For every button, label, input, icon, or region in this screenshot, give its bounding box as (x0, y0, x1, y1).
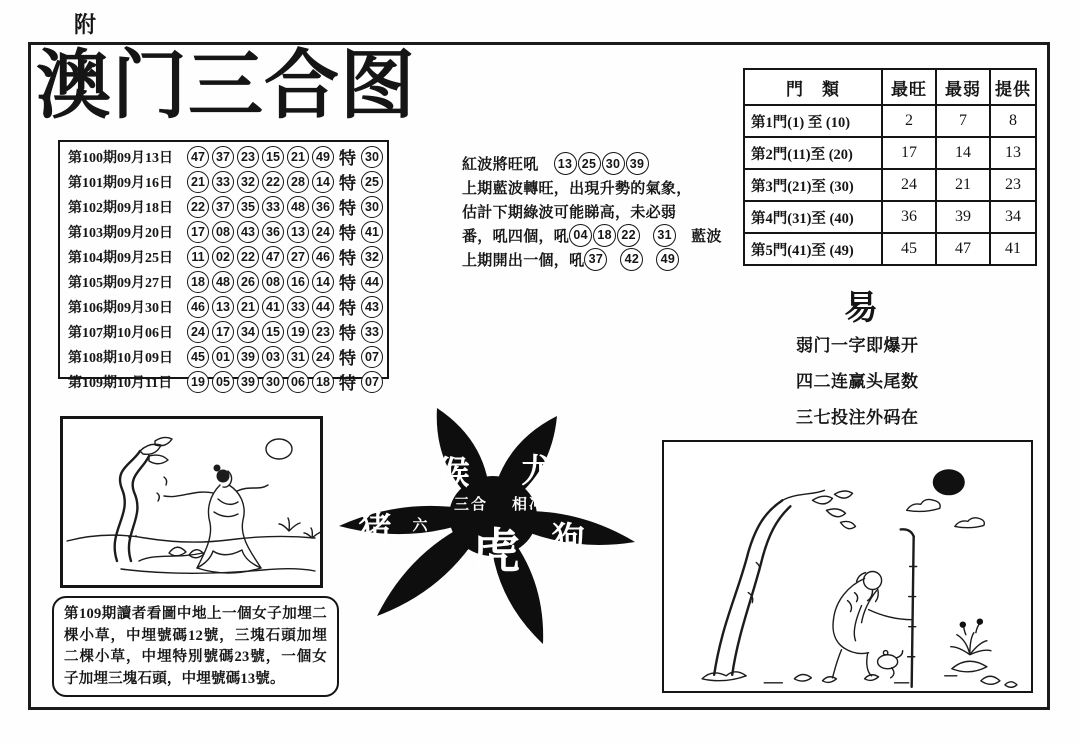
result-row (68, 244, 383, 269)
forecast-number-group (554, 152, 650, 175)
special-label: 特 (339, 199, 356, 218)
gate-value: 13 (990, 137, 1036, 169)
teapot (878, 651, 903, 678)
poem (786, 280, 936, 464)
result-number: 06 (287, 371, 309, 393)
forecast-line (462, 200, 740, 224)
forecast-number-group (584, 248, 608, 271)
result-number: 33 (212, 171, 234, 193)
result-number: 18 (187, 271, 209, 293)
forecast-number: 25 (578, 152, 601, 175)
gate-value: 47 (936, 233, 990, 265)
result-number: 18 (312, 371, 334, 393)
forecast-prefix: 番，吼四個，吼 (462, 228, 570, 245)
result-row (68, 144, 383, 169)
forecast-number: 22 (617, 224, 640, 247)
page-title: 澳门三合图 (36, 43, 417, 127)
result-number: 08 (212, 221, 234, 243)
result-number: 19 (187, 371, 209, 393)
result-period: 第108期10月09日 (68, 350, 173, 366)
tree (115, 437, 172, 561)
forecast-prefix: 上期藍波轉旺，出現升勢的氣象， (462, 181, 692, 198)
result-number: 14 (312, 171, 334, 193)
forecast-number: 04 (569, 224, 592, 247)
result-number: 24 (312, 346, 334, 368)
result-number: 23 (312, 321, 334, 343)
grass-tufts (279, 518, 320, 538)
gate-value: 8 (990, 105, 1036, 137)
poem-line: 三七投注外码在 (796, 408, 919, 427)
result-number: 35 (237, 196, 259, 218)
result-number: 17 (212, 321, 234, 343)
forecast-number-group (620, 248, 644, 271)
special-label: 特 (339, 299, 356, 318)
forecast-line (462, 176, 740, 200)
result-number: 37 (212, 196, 234, 218)
results-table (58, 140, 389, 393)
forecast-prefix: 紅波將旺吼 (462, 157, 539, 174)
result-number: 16 (287, 271, 309, 293)
result-number: 05 (212, 371, 234, 393)
result-number: 11 (187, 246, 209, 268)
label-sanhe: 三合 (453, 497, 489, 513)
result-number: 48 (212, 271, 234, 293)
special-number: 33 (361, 321, 383, 343)
special-label: 特 (339, 224, 356, 243)
result-number: 47 (187, 146, 209, 168)
special-label: 特 (339, 274, 356, 293)
gate-row (744, 137, 1036, 169)
moon-icon (266, 439, 292, 459)
result-number: 48 (287, 196, 309, 218)
zodiac-tiger-center: 虎 (471, 525, 521, 579)
gate-value: 21 (936, 169, 990, 201)
result-number: 27 (287, 246, 309, 268)
result-number: 46 (187, 296, 209, 318)
result-number: 23 (237, 146, 259, 168)
special-number: 43 (361, 296, 383, 318)
result-number: 19 (287, 321, 309, 343)
result-number: 36 (312, 196, 334, 218)
gate-value: 24 (882, 169, 936, 201)
gate-header: 最弱 (936, 69, 990, 105)
label-liuhe-2: 合 (412, 536, 430, 552)
result-number: 28 (287, 171, 309, 193)
gate-value: 23 (990, 169, 1036, 201)
result-number: 34 (237, 321, 259, 343)
gate-category: 第5門(41)至 (49) (744, 233, 882, 265)
result-period: 第107期10月06日 (68, 325, 173, 341)
caption-box (52, 596, 339, 697)
zodiac-flower-drawing (333, 402, 645, 658)
result-number: 03 (262, 346, 284, 368)
result-number: 24 (187, 321, 209, 343)
gate-header-row (744, 69, 1036, 105)
gate-category: 第3門(21)至 (30) (744, 169, 882, 201)
forecast-number-group (569, 224, 641, 247)
gate-value: 7 (936, 105, 990, 137)
gate-value: 36 (882, 201, 936, 233)
result-period: 第109期10月11日 (68, 375, 173, 391)
gate-row (744, 233, 1036, 265)
forecast-line (462, 223, 740, 247)
result-number: 14 (312, 271, 334, 293)
special-label: 特 (339, 324, 356, 343)
plant (951, 618, 991, 671)
special-label: 特 (339, 249, 356, 268)
result-number: 26 (237, 271, 259, 293)
result-row (68, 369, 383, 394)
result-period: 第103期09月20日 (68, 225, 173, 241)
special-number: 41 (361, 221, 383, 243)
staff (901, 529, 917, 687)
result-number: 08 (262, 271, 284, 293)
tree (702, 490, 855, 680)
sun-icon (933, 469, 965, 495)
special-number: 30 (361, 146, 383, 168)
oldman-illustration (662, 440, 1033, 693)
special-number: 07 (361, 371, 383, 393)
result-number: 15 (262, 321, 284, 343)
oldman-figure (822, 572, 911, 683)
result-number: 33 (262, 196, 284, 218)
gate-value: 45 (882, 233, 936, 265)
caption-text: 第109期讀者看圖中地上一個女子加埋二棵小草，中埋號碼12號，三塊石頭加埋二棵小草，中埋特別號碼23號，一個女子加埋三塊石頭，中埋號碼13號。 (64, 606, 327, 687)
result-row (68, 269, 383, 294)
gate-value: 17 (882, 137, 936, 169)
woman-figure (139, 465, 268, 574)
special-label: 特 (339, 174, 356, 193)
result-period: 第104期09月25日 (68, 250, 173, 266)
result-period: 第100期09月13日 (68, 150, 173, 166)
forecast-number: 30 (602, 152, 625, 175)
forecast-line (462, 152, 740, 176)
result-period: 第101期09月16日 (68, 175, 173, 191)
result-number: 15 (262, 146, 284, 168)
result-row (68, 344, 383, 369)
forecast-number: 13 (554, 152, 577, 175)
result-number: 41 (262, 296, 284, 318)
forecast-suffix: 藍波 (691, 228, 722, 245)
oldman-drawing (664, 442, 1031, 691)
result-number: 31 (287, 346, 309, 368)
gate-row (744, 105, 1036, 137)
result-number: 47 (262, 246, 284, 268)
special-label: 特 (339, 374, 356, 393)
result-number: 13 (287, 221, 309, 243)
forecast-number: 18 (593, 224, 616, 247)
result-row (68, 219, 383, 244)
special-number: 25 (361, 171, 383, 193)
poem-line: 四二连赢头尾数 (796, 372, 919, 391)
special-label: 特 (339, 349, 356, 368)
label-liuhe-1: 六 (412, 518, 430, 534)
zodiac-flower (333, 402, 645, 658)
zodiac-dog: 狗 (551, 522, 585, 558)
result-number: 22 (187, 196, 209, 218)
forecast-text (462, 152, 740, 271)
result-number: 49 (312, 146, 334, 168)
result-period: 第102期09月18日 (68, 200, 173, 216)
special-number: 30 (361, 196, 383, 218)
result-number: 37 (212, 146, 234, 168)
result-number: 24 (312, 221, 334, 243)
forecast-prefix: 估計下期綠波可能睇高，未必弱 (462, 204, 677, 221)
gate-category: 第4門(31)至 (40) (744, 201, 882, 233)
forecast-number-group (653, 224, 677, 247)
result-number: 36 (262, 221, 284, 243)
forecast-line (462, 247, 740, 271)
result-number: 17 (187, 221, 209, 243)
result-number: 46 (312, 246, 334, 268)
result-period: 第106期09月30日 (68, 300, 173, 316)
poem-title: 易 (844, 290, 878, 327)
result-period: 第105期09月27日 (68, 275, 173, 291)
forecast-number: 42 (620, 248, 643, 271)
gate-category: 第2門(11)至 (20) (744, 137, 882, 169)
result-number: 33 (287, 296, 309, 318)
gate-header: 門 類 (744, 69, 882, 105)
forecast-number: 31 (653, 224, 676, 247)
result-row (68, 194, 383, 219)
gate-value: 41 (990, 233, 1036, 265)
fairy-illustration (60, 416, 323, 588)
result-number: 45 (187, 346, 209, 368)
result-number: 21 (187, 171, 209, 193)
result-number: 21 (287, 146, 309, 168)
gate-value: 14 (936, 137, 990, 169)
gate-value: 39 (936, 201, 990, 233)
special-number: 32 (361, 246, 383, 268)
result-number: 13 (212, 296, 234, 318)
special-number: 07 (361, 346, 383, 368)
result-number: 30 (262, 371, 284, 393)
gate-header: 提供 (990, 69, 1036, 105)
special-label: 特 (339, 149, 356, 168)
result-number: 01 (212, 346, 234, 368)
gate-category: 第1門(1) 至 (10) (744, 105, 882, 137)
result-number: 39 (237, 346, 259, 368)
forecast-number-group (656, 248, 680, 271)
gate-header: 最旺 (882, 69, 936, 105)
poem-line: 弱门一字即爆开 (796, 336, 919, 355)
fairy-drawing (63, 419, 320, 585)
gate-value: 2 (882, 105, 936, 137)
corner-label: 附 (74, 12, 97, 37)
result-number: 21 (237, 296, 259, 318)
forecast-number: 39 (626, 152, 649, 175)
result-number: 44 (312, 296, 334, 318)
result-row (68, 319, 383, 344)
zodiac-dragon: 龙 (521, 454, 555, 490)
result-number: 22 (237, 246, 259, 268)
result-number: 02 (212, 246, 234, 268)
result-number: 43 (237, 221, 259, 243)
zodiac-pig: 猪 (358, 512, 392, 548)
result-number: 22 (262, 171, 284, 193)
forecast-number: 37 (584, 248, 607, 271)
result-number: 32 (237, 171, 259, 193)
special-number: 44 (361, 271, 383, 293)
result-number: 39 (237, 371, 259, 393)
gate-table (743, 68, 1037, 266)
gate-value: 34 (990, 201, 1036, 233)
zodiac-monkey: 猴 (436, 456, 470, 492)
result-row (68, 294, 383, 319)
gate-row (744, 169, 1036, 201)
result-row (68, 169, 383, 194)
gate-row (744, 201, 1036, 233)
forecast-prefix: 上期開出一個，吼 (462, 252, 585, 269)
forecast-number: 49 (656, 248, 679, 271)
label-xiangchong: 相冲 (511, 497, 547, 513)
